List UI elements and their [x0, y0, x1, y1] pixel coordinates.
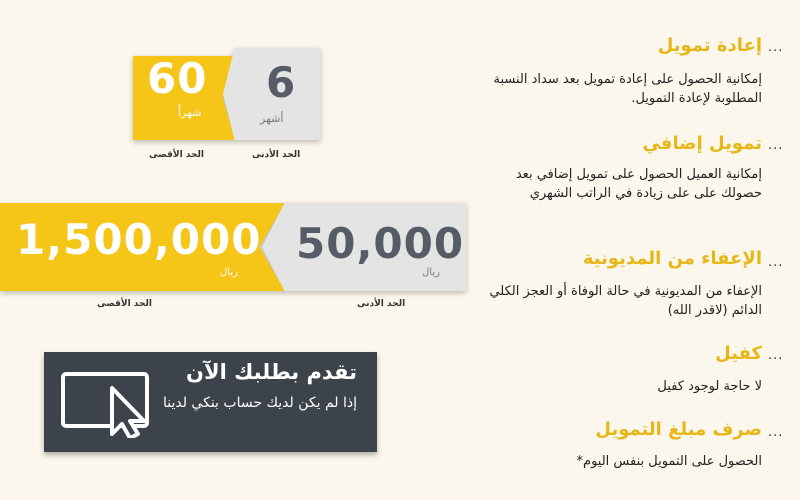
- tenure-max-caption: الحد الأقصى: [149, 150, 204, 160]
- amount-card: [0, 203, 466, 291]
- feature-marker: ...: [768, 40, 784, 55]
- feature-guarantor-title: كفيل: [715, 343, 762, 364]
- feature-disbursement-body: الحصول على التمويل بنفس اليوم*: [576, 454, 762, 469]
- feature-marker: ...: [768, 425, 784, 440]
- feature-guarantor-body: لا حاجة لوجود كفيل: [657, 379, 762, 394]
- feature-disbursement-title: صرف مبلغ التمويل: [595, 419, 762, 440]
- tenure-max-value: 60: [147, 54, 208, 103]
- amount-max-caption: الحد الأقصى: [97, 299, 152, 309]
- feature-debt-waiver-body: الإعفاء من المديونية في حالة الوفاة أو العجز الكلي الدائم (لاقدر الله): [489, 284, 762, 318]
- feature-refinance-body: إمكانية الحصول على إعادة تمويل بعد سداد النسبة المطلوبة لإعادة التمويل.: [493, 72, 762, 106]
- feature-marker: ...: [768, 348, 784, 363]
- feature-refinance-title: إعادة تمويل: [657, 35, 762, 56]
- cta-title: تقدم بطلبك الآن: [186, 360, 357, 384]
- tenure-min-caption: الحد الأدنى: [252, 150, 301, 160]
- feature-marker: ...: [768, 138, 784, 153]
- amount-max-unit: ريال: [220, 267, 238, 278]
- feature-debt-waiver-title: الإعفاء من المديونية: [582, 248, 762, 269]
- amount-max-value: 1,500,000: [16, 215, 262, 264]
- feature-marker: ...: [768, 255, 784, 270]
- tenure-min-unit: أشهر: [260, 112, 284, 125]
- tenure-max-unit: شهراً: [178, 106, 202, 119]
- cta-subtitle: إذا لم يكن لديك حساب بنكي لدينا: [162, 395, 357, 411]
- feature-extra-finance-body: إمكانية العميل الحصول على تمويل إضافي بعد حصولك على على زيادة في الراتب الشهري: [515, 167, 762, 201]
- amount-min-unit: ريال: [422, 267, 440, 278]
- feature-extra-finance-title: تمويل إضافي: [642, 133, 762, 154]
- tenure-card: [133, 48, 320, 140]
- amount-min-caption: الحد الأدنى: [357, 299, 406, 309]
- tenure-min-value: 6: [266, 58, 296, 107]
- amount-min-value: 50,000: [296, 219, 465, 268]
- apply-now-banner[interactable]: [44, 352, 377, 452]
